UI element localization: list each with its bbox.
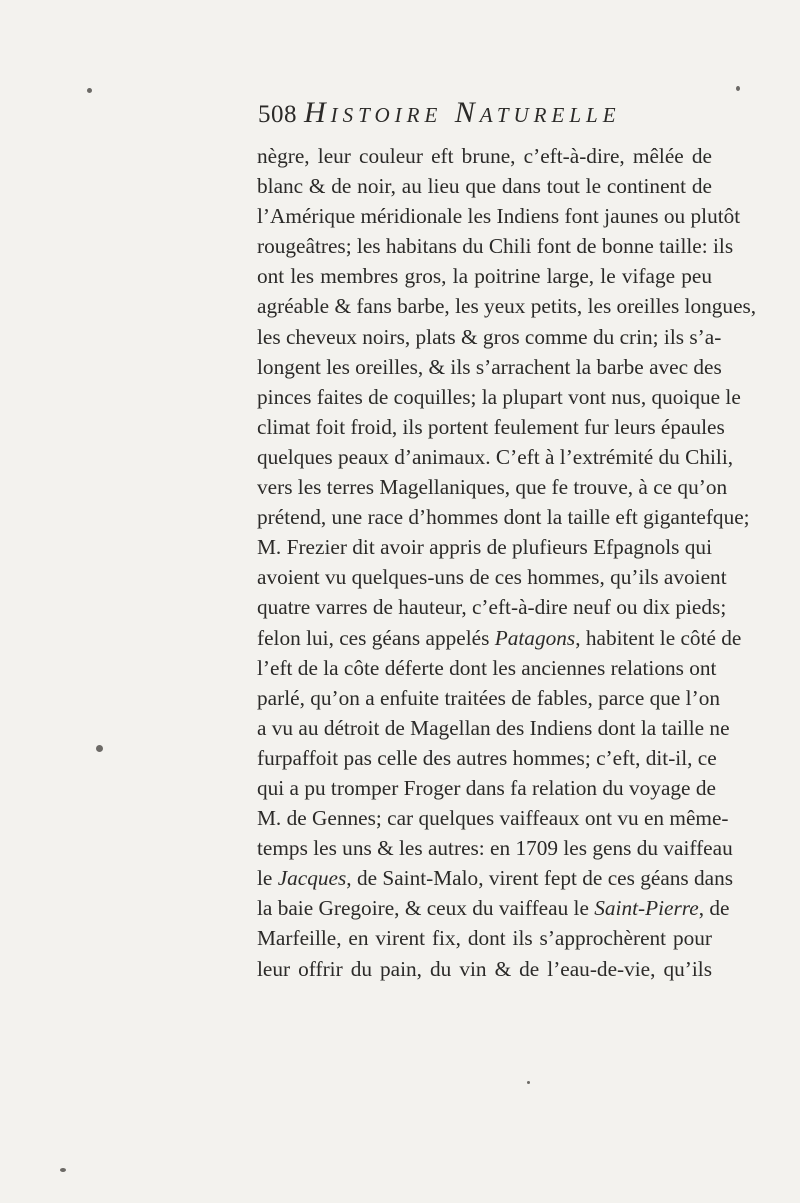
text-segment: le bbox=[257, 866, 278, 891]
text-segment: l’eft de la côte déferte dont les anciennes relations ont bbox=[257, 655, 717, 680]
text-line bbox=[257, 231, 734, 261]
text-segment: la baie Gregoire, & ceux du vaiffeau le bbox=[257, 896, 595, 921]
text-segment: vers les terres Magellaniques, que fe trouve, à ce qu’on bbox=[257, 475, 728, 500]
text-line bbox=[257, 532, 712, 562]
paper-speck bbox=[60, 1168, 66, 1172]
text-line bbox=[257, 171, 712, 201]
text-segment: l’Amérique méridionale les Indiens font jaunes ou plutôt bbox=[257, 204, 741, 229]
text-segment: rougeâtres; les habitans du Chili font de bonne taille: ils bbox=[257, 234, 734, 259]
text-line bbox=[257, 863, 734, 893]
text-line bbox=[257, 713, 730, 743]
text-line bbox=[257, 382, 741, 412]
text-line bbox=[257, 923, 712, 953]
text-line bbox=[257, 472, 728, 502]
text-line bbox=[257, 141, 712, 171]
text-segment: prétend, une race d’hommes dont la taille eft gigantefque; bbox=[257, 505, 750, 530]
text-segment: ont les membres gros, la poitrine large, le vifage peu bbox=[257, 264, 712, 289]
text-segment: avoient vu quelques-uns de ces hommes, qu’ils avoient bbox=[257, 565, 727, 590]
text-segment: , de bbox=[698, 896, 730, 921]
text-segment: temps les uns & les autres: en 1709 les gens du vaiffeau bbox=[257, 836, 733, 861]
text-segment: , de Saint-Malo, virent fept de ces géans dans bbox=[346, 866, 734, 891]
text-segment: nègre, leur couleur eft brune, c’eft-à-dire, mêlée de bbox=[257, 144, 712, 168]
text-line bbox=[257, 623, 742, 653]
text-line bbox=[257, 322, 722, 352]
text-line bbox=[257, 803, 729, 833]
text-segment: a vu au détroit de Magellan des Indiens dont la taille ne bbox=[257, 715, 730, 740]
text-line bbox=[257, 833, 733, 863]
italic-name: Patagons bbox=[494, 625, 576, 650]
text-line bbox=[257, 683, 720, 713]
running-title: Histoire Naturelle bbox=[304, 96, 621, 129]
text-segment: agréable & fans barbe, les yeux petits, les oreilles longues, bbox=[257, 294, 757, 319]
text-segment: M. Frezier dit avoir appris de plufieurs Efpagnols qui bbox=[257, 535, 712, 560]
text-segment: , habitent le côté de bbox=[575, 625, 742, 650]
text-segment: leur offrir du pain, du vin & de l’eau-de-vie, qu’ils bbox=[257, 956, 712, 981]
page-number: 508 bbox=[258, 101, 297, 128]
text-segment: quatre varres de hauteur, c’eft-à-dire neuf ou dix pieds; bbox=[257, 595, 727, 620]
text-segment: qui a pu tromper Froger dans fa relation du voyage de bbox=[257, 775, 716, 800]
text-line bbox=[257, 893, 730, 923]
paper-speck bbox=[87, 88, 92, 93]
text-line bbox=[257, 291, 757, 321]
italic-name: Jacques bbox=[277, 866, 347, 891]
text-segment: felon lui, ces géans appelés bbox=[257, 625, 495, 650]
text-line bbox=[257, 352, 722, 382]
text-segment: pinces faites de coquilles; la plupart vont nus, quoique le bbox=[257, 384, 741, 409]
text-segment: Marfeille, en virent fix, dont ils s’approchèrent pour bbox=[257, 926, 712, 951]
text-line bbox=[257, 743, 717, 773]
text-segment: les cheveux noirs, plats & gros comme du crin; ils s’a- bbox=[257, 324, 722, 349]
text-line bbox=[257, 653, 717, 683]
text-segment: furpaffoit pas celle des autres hommes; c’eft, dit-il, ce bbox=[257, 745, 717, 770]
text-line bbox=[257, 773, 716, 803]
text-line bbox=[257, 201, 741, 231]
text-segment: climat foit froid, ils portent feulement fur leurs épaules bbox=[257, 414, 725, 439]
text-segment: blanc & de noir, au lieu que dans tout le continent de bbox=[257, 174, 712, 199]
italic-name: Saint-Pierre bbox=[594, 896, 699, 921]
text-line bbox=[257, 502, 750, 532]
text-line bbox=[257, 412, 725, 442]
text-segment: longent les oreilles, & ils s’arrachent la barbe avec des bbox=[257, 354, 722, 379]
text-segment: M. de Gennes; car quelques vaiffeaux ont vu en même- bbox=[257, 806, 729, 831]
body-paragraph bbox=[257, 141, 757, 984]
paper-speck bbox=[527, 1081, 530, 1084]
paper-speck bbox=[736, 86, 740, 91]
text-segment: parlé, qu’on a enfuite traitées de fables, parce que l’on bbox=[257, 685, 720, 710]
text-line bbox=[257, 562, 727, 592]
text-line bbox=[257, 261, 712, 291]
text-line bbox=[257, 954, 712, 984]
text-segment: quelques peaux d’animaux. C’eft à l’extrémité du Chili, bbox=[257, 444, 734, 469]
text-line bbox=[257, 592, 727, 622]
running-head bbox=[258, 96, 708, 136]
text-line bbox=[257, 442, 734, 472]
paper-speck bbox=[96, 745, 103, 752]
